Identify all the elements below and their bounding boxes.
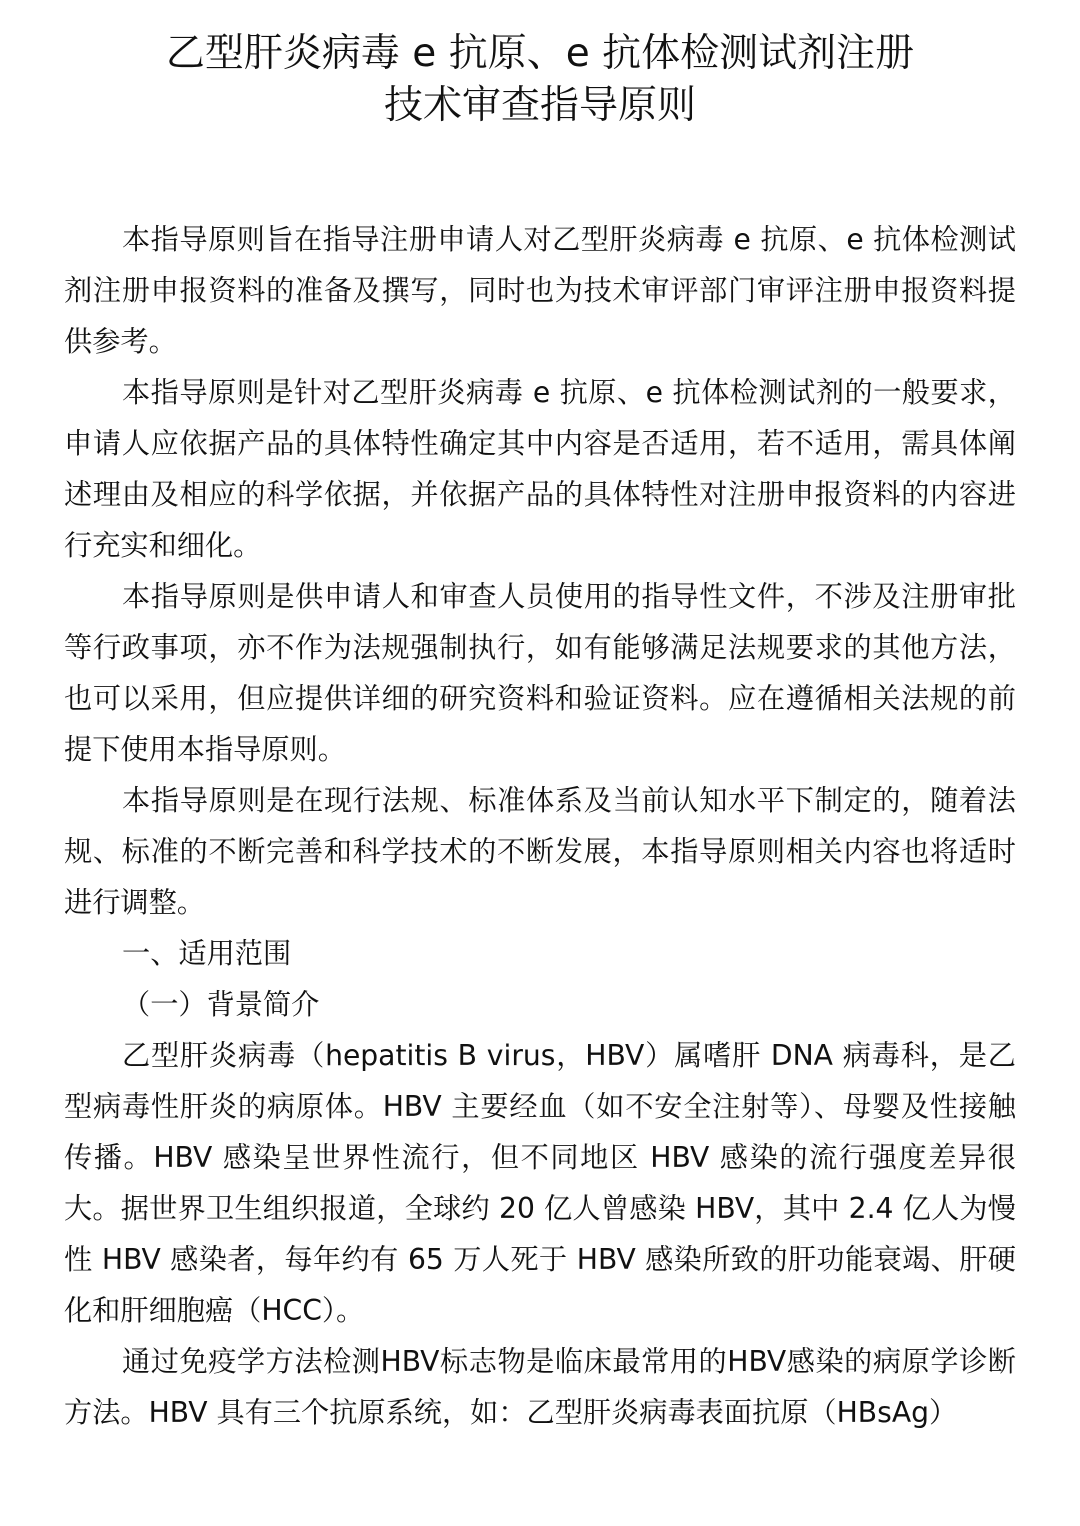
- intro-paragraph-3: 本指导原则是供申请人和审查人员使用的指导性文件，不涉及注册审批等行政事项，亦不作为法规强制执行，如有能够满足法规要求的其他方法，也可以采用，但应提供详细的研究资料和验证资料。应在遵循相关法规的前提下使用本指导原则。: [64, 580, 1016, 766]
- intro-paragraph-2: 本指导原则是针对乙型肝炎病毒 e 抗原、e 抗体检测试剂的一般要求，申请人应依据产品的具体特性确定其中内容是否适用，若不适用，需具体阐述理由及相应的科学依据，并依据产品的具体特性对注册申报资料的内容进行充实和细化。: [64, 376, 1016, 562]
- section-heading: 一、适用范围: [122, 937, 292, 970]
- title-line-2: 技术审查指导原则: [383, 83, 696, 128]
- document-page: [64, 28, 1016, 1438]
- document-body: [64, 214, 1016, 1438]
- title-line-1: 乙型肝炎病毒 e 抗原、e 抗体检测试剂注册: [165, 31, 915, 76]
- document-title: [64, 28, 1016, 132]
- background-paragraph-2: 通过免疫学方法检测HBV标志物是临床最常用的HBV感染的病原学诊断方法。HBV 具有三个抗原系统，如：乙型肝炎病毒表面抗原（HBsAg）: [64, 1345, 1016, 1429]
- intro-paragraph-4: 本指导原则是在现行法规、标准体系及当前认知水平下制定的，随着法规、标准的不断完善和科学技术的不断发展，本指导原则相关内容也将适时进行调整。: [64, 784, 1016, 919]
- intro-paragraph-1: 本指导原则旨在指导注册申请人对乙型肝炎病毒 e 抗原、e 抗体检测试剂注册申报资料的准备及撰写，同时也为技术审评部门审评注册申报资料提供参考。: [64, 223, 1016, 358]
- background-paragraph-1: 乙型肝炎病毒（hepatitis B virus，HBV）属嗜肝 DNA 病毒科，是乙型病毒性肝炎的病原体。HBV 主要经血（如不安全注射等）、母婴及性接触传播。HBV 感染呈世界性流行，但不同地区 HBV 感染的流行强度差异很大。据世界卫生组织报道，全球约 20 亿人曾感染 HBV，其中 2.4 亿人为慢性 HBV 感染者，每年约有 65 万人死于 HBV 感染所致的肝功能衰竭、肝硬化和肝细胞癌（HCC）。: [64, 1039, 1016, 1327]
- subsection-heading: （一）背景简介: [122, 988, 320, 1021]
